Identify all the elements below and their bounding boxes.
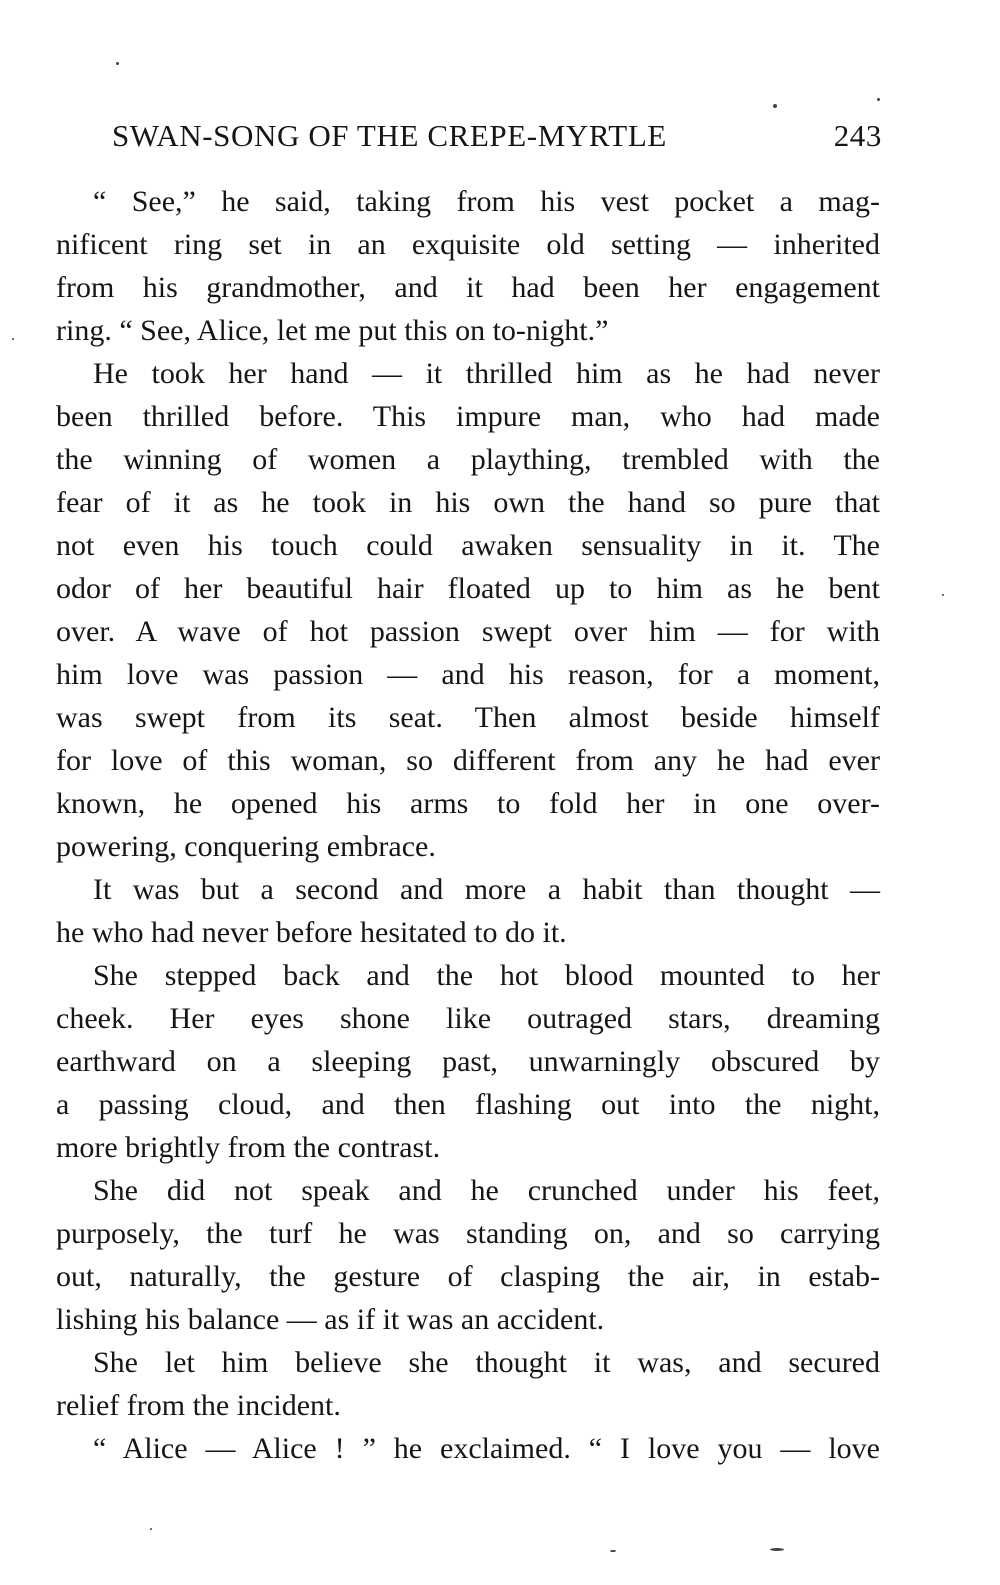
text-line: out, naturally, the gesture of clasping the air, in estab- [56, 1260, 880, 1293]
text-line: nificent ring set in an exquisite old setting — inherited [56, 228, 880, 261]
text-line: lishing his balance — as if it was an accident. [56, 1303, 605, 1336]
running-title: SWAN-SONG OF THE CREPE-MYRTLE [112, 118, 667, 153]
text-line: It was but a second and more a habit than thought — [93, 873, 880, 906]
text-line: him love was passion — and his reason, for a moment, [56, 658, 880, 691]
text-line: more brightly from the contrast. [56, 1131, 441, 1164]
text-line: powering, conquering embrace. [56, 830, 436, 863]
text-line: She stepped back and the hot blood mounted to her [93, 959, 880, 992]
text-line: earthward on a sleeping past, unwarningly obscured by [56, 1045, 880, 1078]
print-speck [770, 1548, 784, 1551]
text-line: known, he opened his arms to fold her in one over- [56, 787, 880, 820]
text-line: from his grandmother, and it had been her engagement [56, 271, 880, 304]
print-speck [610, 1550, 616, 1552]
print-speck [12, 338, 14, 340]
text-line: relief from the incident. [56, 1389, 341, 1422]
text-line: he who had never before hesitated to do it. [56, 916, 567, 949]
print-speck [773, 104, 777, 108]
print-speck [877, 98, 880, 101]
text-line: not even his touch could awaken sensuality in it. The [56, 529, 880, 562]
text-line: odor of her beautiful hair floated up to him as he bent [56, 572, 880, 605]
print-speck [150, 1528, 152, 1530]
text-line: purposely, the turf he was standing on, and so carrying [56, 1217, 880, 1250]
text-line: over. A wave of hot passion swept over him — for with [56, 615, 880, 648]
text-line: a passing cloud, and then flashing out into the night, [56, 1088, 880, 1121]
text-line: She let him believe she thought it was, and secured [93, 1346, 880, 1379]
text-line: the winning of women a plaything, trembled with the [56, 443, 880, 476]
page-number: 243 [833, 118, 882, 153]
text-line: was swept from its seat. Then almost beside himself [56, 701, 880, 734]
print-speck [116, 62, 119, 65]
text-line: cheek. Her eyes shone like outraged stars, dreaming [56, 1002, 880, 1035]
text-line: “ Alice — Alice ! ” he exclaimed. “ I love you — love [93, 1432, 880, 1465]
text-line: She did not speak and he crunched under his feet, [93, 1174, 880, 1207]
text-line: for love of this woman, so different from any he had ever [56, 744, 880, 777]
text-line: He took her hand — it thrilled him as he had never [93, 357, 880, 390]
text-line: “ See,” he said, taking from his vest pocket a mag- [93, 185, 880, 218]
text-line: fear of it as he took in his own the hand so pure that [56, 486, 880, 519]
running-header [112, 112, 882, 160]
text-line: ring. “ See, Alice, let me put this on to-night.” [56, 314, 609, 347]
print-speck [942, 594, 944, 596]
text-line: been thrilled before. This impure man, who had made [56, 400, 880, 433]
